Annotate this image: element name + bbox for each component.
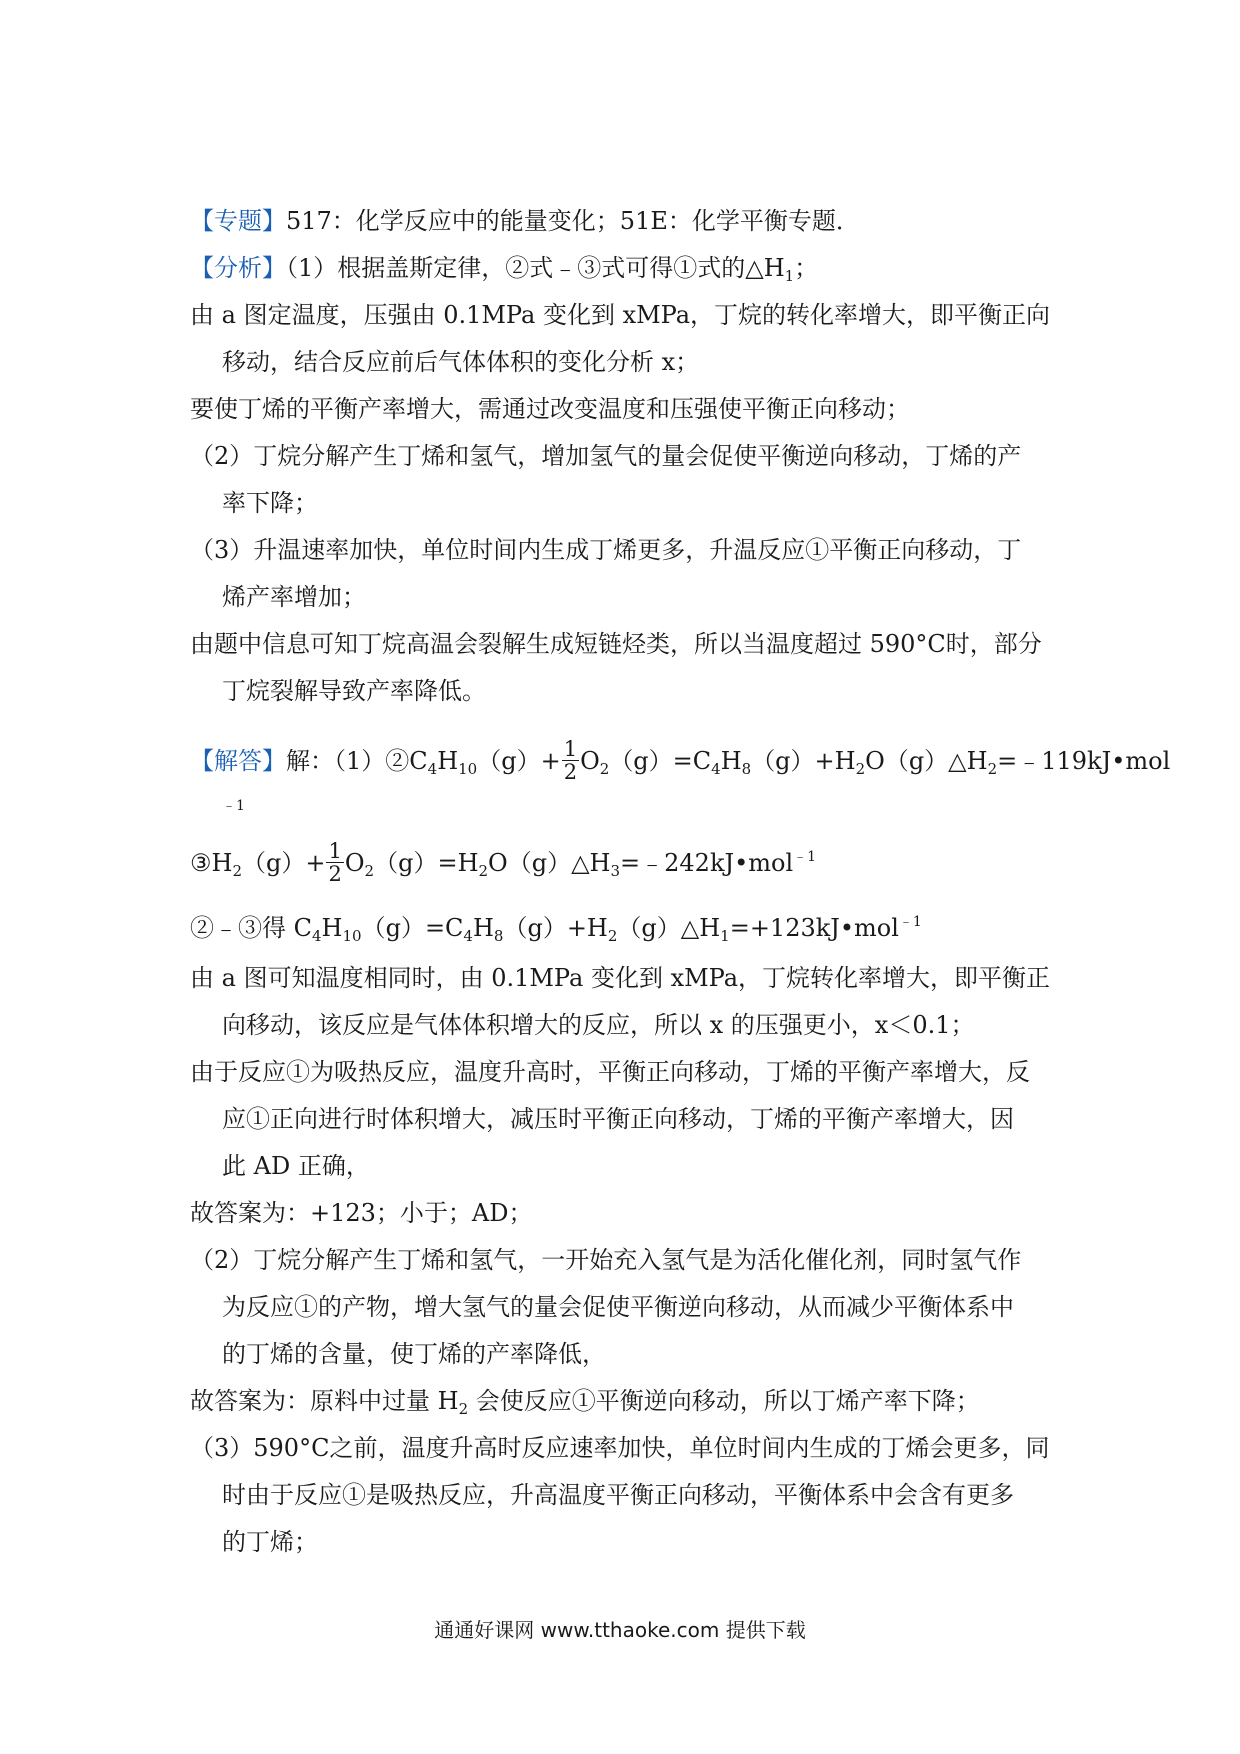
analysis-line: 【分析】（1）根据盖斯定律，②式﹣③式可得①式的$\triangle H_1$； [190,254,819,285]
fraction-one-half: $\frac{1}{2}$ [328,839,342,886]
answer-paragraph: （3）590°C之前，温度升高时反应速率加快，单位时间内生成的丁烯会更多，同 [190,1434,1050,1462]
analysis-tag: 【分析】 [190,254,286,282]
analysis-paragraph: 要使丁烯的平衡产率增大，需通过改变温度和压强使平衡正向移动； [190,395,910,423]
answer-paragraph: 此 AD 正确， [222,1152,370,1180]
answer-paragraph: 由于反应①为吸热反应，温度升高时，平衡正向移动，丁烯的平衡产率增大，反 [190,1058,1030,1086]
answer-paragraph: 时由于反应①是吸热反应，升高温度平衡正向移动，平衡体系中会含有更多 [222,1481,1014,1509]
answer-tag: 【解答】 [190,747,286,775]
answer-paragraph: 的丁烯的含量，使丁烯的产率降低， [222,1340,606,1368]
fraction-one-half: $\frac{1}{2}$ [563,737,578,784]
analysis-paragraph: 由题中信息可知丁烷高温会裂解生成短链烃类，所以当温度超过 590°C时，部分 [190,630,1042,658]
answer-conclusion: 故答案为：+123；小于；AD； [190,1199,533,1227]
answer-conclusion: 故答案为：原料中过量 $H_2$ 会使反应①平衡逆向移动，所以丁烯产率下降； [190,1387,980,1418]
analysis-paragraph: （3）升温速率加快，单位时间内生成丁烯更多，升温反应①平衡正向移动，丁 [190,536,1022,564]
answer-paragraph: 向移动，该反应是气体体积增大的反应，所以 x 的压强更小，x＜0.1； [222,1011,975,1039]
analysis-paragraph: 丁烷裂解导致产率降低。 [222,677,486,705]
answer-equation-2: $③H_2(g)+$ $\frac{1}{2}$ $O_2(g)=H_2O(g)\triangle H_3=﹣242kJ•mol^{﹣1}$ [190,839,817,886]
answer-paragraph: 的丁烯； [222,1528,318,1556]
answer-paragraph: （2）丁烷分解产生丁烯和氢气，一开始充入氢气是为活化催化剂，同时氢气作 [190,1246,1022,1274]
page-footer: 通通好课网 www.tthaoke.com 提供下载 [434,1618,806,1642]
unit-exponent: ﹣1 [222,798,245,814]
topic-tag: 【专题】 [190,207,286,235]
answer-paragraph: 由 a 图可知温度相同时，由 0.1MPa 变化到 xMPa，丁烷转化率增大，即平衡正 [190,964,1051,992]
answer-equation-1: 【解答】解：$(1)②C_4H_{10}(g)+$ $\frac{1}{2}$ $O_2(g)=C_4H_8(g)+H_2O(g)\triangle H_2=﹣119kJ•mol$ [190,737,1171,784]
topic-text: 517：化学反应中的能量变化；51E：化学平衡专题． [286,207,860,235]
analysis-paragraph: 移动，结合反应前后气体体积的变化分析 x； [222,348,700,376]
analysis-paragraph: 由 a 图定温度，压强由 0.1MPa 变化到 xMPa，丁烷的转化率增大，即平衡正向 [190,301,1051,329]
answer-equation-3: ②﹣③得 $C_4H_{10}(g)=C_4H_8(g)+H_2(g)\triangle H_1=+123kJ•mol^{﹣1}$ [190,914,922,945]
analysis-paragraph: 烯产率增加； [222,583,366,611]
analysis-paragraph: 率下降； [222,489,318,517]
analysis-paragraph: （2）丁烷分解产生丁烯和氢气，增加氢气的量会促使平衡逆向移动，丁烯的产 [190,442,1022,470]
answer-paragraph: 为反应①的产物，增大氢气的量会促使平衡逆向移动，从而减少平衡体系中 [222,1293,1014,1321]
topic-line [190,203,860,239]
answer-paragraph: 应①正向进行时体积增大，减压时平衡正向移动，丁烯的平衡产率增大，因 [222,1105,1014,1133]
